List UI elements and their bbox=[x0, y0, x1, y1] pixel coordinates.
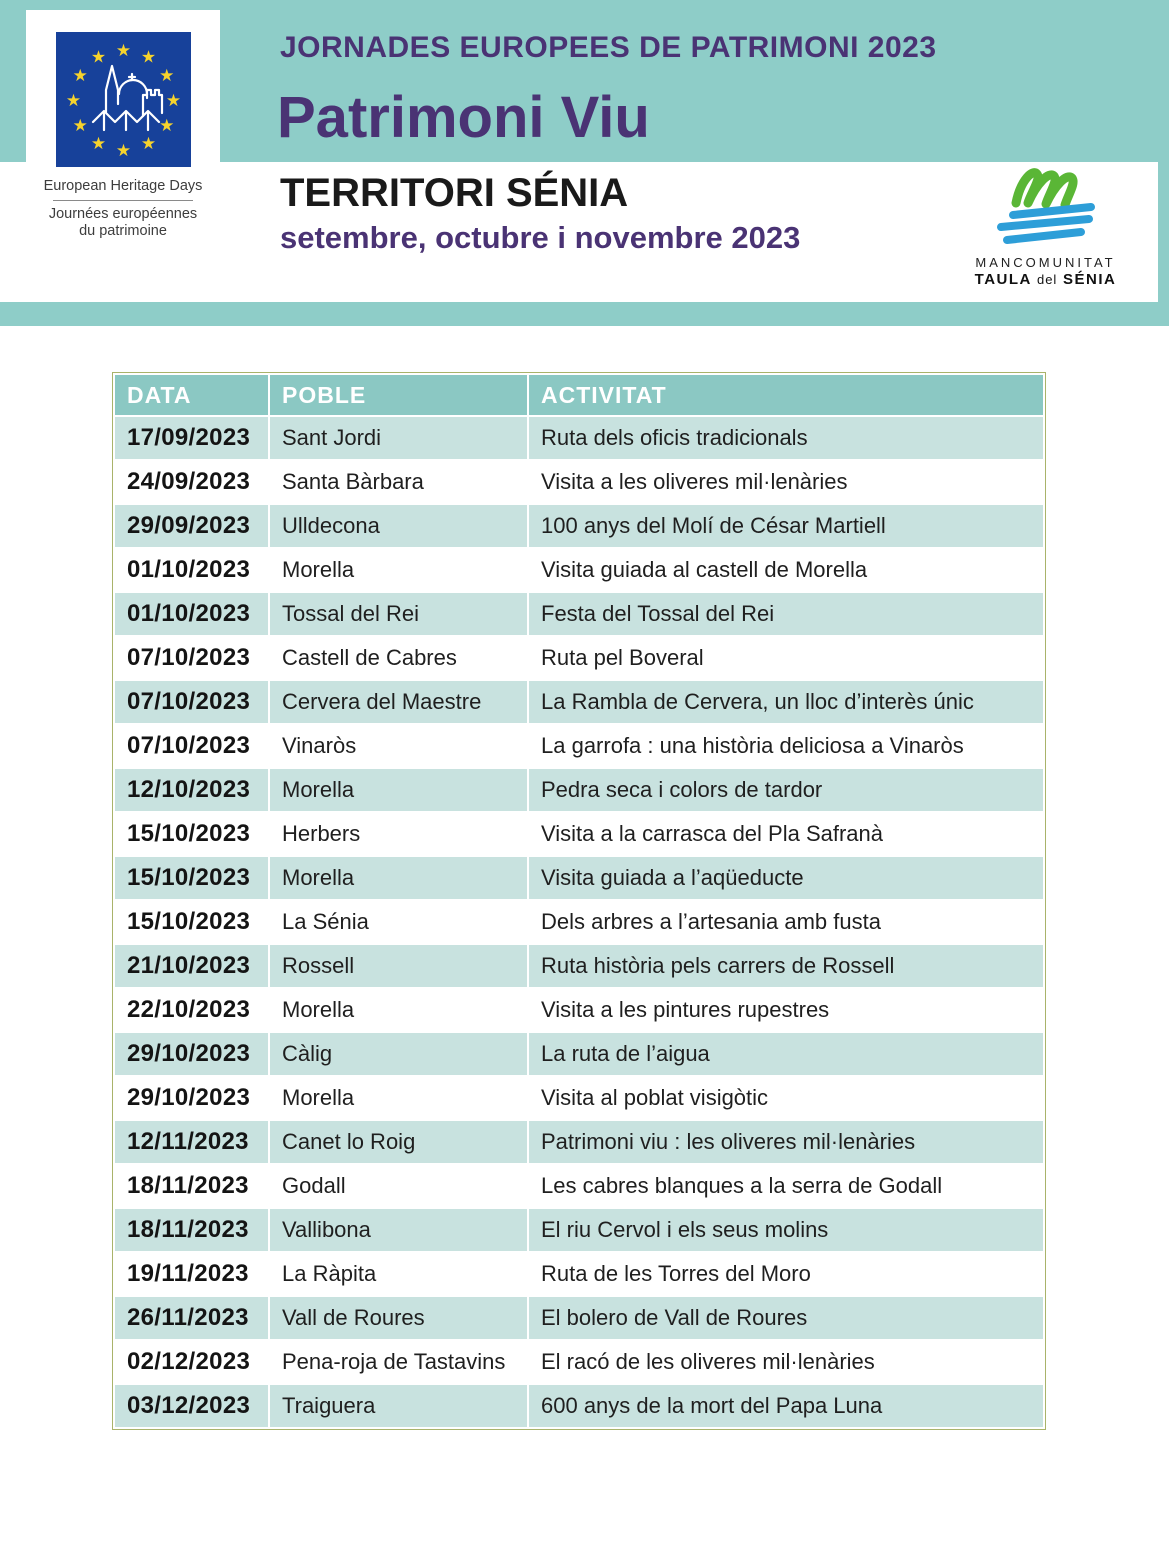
cell-poble: Ulldecona bbox=[269, 504, 528, 548]
cell-data: 29/10/2023 bbox=[114, 1076, 269, 1120]
cell-poble: Morella bbox=[269, 856, 528, 900]
column-header-data: DATA bbox=[114, 374, 269, 416]
cell-poble: Traiguera bbox=[269, 1384, 528, 1428]
cell-activitat: El riu Cervol i els seus molins bbox=[528, 1208, 1044, 1252]
events-table bbox=[113, 373, 1045, 1429]
cell-data: 07/10/2023 bbox=[114, 724, 269, 768]
svg-text:★: ★ bbox=[140, 134, 156, 153]
mancomunitat-label: MANCOMUNITAT bbox=[975, 255, 1116, 270]
table-row bbox=[114, 1384, 1044, 1428]
table-row bbox=[114, 1164, 1044, 1208]
cell-poble: Godall bbox=[269, 1164, 528, 1208]
table-row bbox=[114, 592, 1044, 636]
cell-activitat: Ruta de les Torres del Moro bbox=[528, 1252, 1044, 1296]
svg-text:★: ★ bbox=[72, 116, 88, 135]
cell-poble: Vall de Roures bbox=[269, 1296, 528, 1340]
cell-data: 07/10/2023 bbox=[114, 680, 269, 724]
cell-poble: Santa Bàrbara bbox=[269, 460, 528, 504]
cell-activitat: Dels arbres a l’artesania amb fusta bbox=[528, 900, 1044, 944]
cell-activitat: Ruta pel Boveral bbox=[528, 636, 1044, 680]
period-line: setembre, octubre i novembre 2023 bbox=[280, 220, 801, 255]
table-row bbox=[114, 1076, 1044, 1120]
cell-activitat: Visita al poblat visigòtic bbox=[528, 1076, 1044, 1120]
table-row bbox=[114, 944, 1044, 988]
cell-data: 17/09/2023 bbox=[114, 416, 269, 460]
table-row bbox=[114, 504, 1044, 548]
cell-activitat: La ruta de l’aigua bbox=[528, 1032, 1044, 1076]
eu-heritage-icon bbox=[56, 32, 191, 167]
ehd-label-fr2: du patrimoine bbox=[79, 223, 167, 240]
ehd-divider bbox=[53, 200, 193, 201]
table-row bbox=[114, 460, 1044, 504]
cell-data: 21/10/2023 bbox=[114, 944, 269, 988]
separator-teal-bar bbox=[0, 302, 1169, 326]
cell-activitat: Visita a les oliveres mil·lenàries bbox=[528, 460, 1044, 504]
svg-text:★: ★ bbox=[165, 91, 181, 110]
cell-data: 01/10/2023 bbox=[114, 548, 269, 592]
cell-data: 22/10/2023 bbox=[114, 988, 269, 1032]
cell-poble: Vinaròs bbox=[269, 724, 528, 768]
cell-activitat: 600 anys de la mort del Papa Luna bbox=[528, 1384, 1044, 1428]
cell-poble: Morella bbox=[269, 988, 528, 1032]
svg-text:★: ★ bbox=[65, 91, 81, 110]
cell-poble: Sant Jordi bbox=[269, 416, 528, 460]
cell-data: 07/10/2023 bbox=[114, 636, 269, 680]
table-row bbox=[114, 900, 1044, 944]
ehd-label-fr1: Journées européennes bbox=[48, 206, 198, 222]
cell-poble: Càlig bbox=[269, 1032, 528, 1076]
cell-data: 15/10/2023 bbox=[114, 856, 269, 900]
green-m-icon bbox=[1016, 173, 1073, 205]
header-row bbox=[114, 374, 1044, 416]
cell-data: 19/11/2023 bbox=[114, 1252, 269, 1296]
table-row bbox=[114, 548, 1044, 592]
cell-data: 03/12/2023 bbox=[114, 1384, 269, 1428]
table-row bbox=[114, 680, 1044, 724]
mancomunitat-logo bbox=[958, 163, 1133, 288]
cell-poble: Morella bbox=[269, 548, 528, 592]
table-row bbox=[114, 1340, 1044, 1384]
cell-activitat: El racó de les oliveres mil·lenàries bbox=[528, 1340, 1044, 1384]
cell-data: 12/10/2023 bbox=[114, 768, 269, 812]
table-row bbox=[114, 636, 1044, 680]
svg-text:★: ★ bbox=[90, 47, 106, 67]
cell-activitat: El bolero de Vall de Roures bbox=[528, 1296, 1044, 1340]
svg-text:★: ★ bbox=[115, 141, 131, 160]
cell-data: 24/09/2023 bbox=[114, 460, 269, 504]
cell-poble: Morella bbox=[269, 1076, 528, 1120]
events-table-head bbox=[114, 374, 1044, 416]
cell-activitat: Visita a la carrasca del Pla Safranà bbox=[528, 812, 1044, 856]
cell-poble: Rossell bbox=[269, 944, 528, 988]
cell-data: 15/10/2023 bbox=[114, 900, 269, 944]
table-row bbox=[114, 1296, 1044, 1340]
events-table-body bbox=[114, 416, 1044, 1428]
cell-poble: Canet lo Roig bbox=[269, 1120, 528, 1164]
cell-activitat: La garrofa : una història deliciosa a Vinaròs bbox=[528, 724, 1044, 768]
table-row bbox=[114, 1252, 1044, 1296]
cell-poble: Pena-roja de Tastavins bbox=[269, 1340, 528, 1384]
taula-del-senia-label: TAULA del SÉNIA bbox=[974, 271, 1117, 288]
cell-activitat: La Rambla de Cervera, un lloc d’interès únic bbox=[528, 680, 1044, 724]
page-title: Patrimoni Viu bbox=[277, 85, 650, 150]
table-row bbox=[114, 724, 1044, 768]
svg-text:★: ★ bbox=[158, 66, 174, 85]
cell-data: 18/11/2023 bbox=[114, 1208, 269, 1252]
table-row bbox=[114, 768, 1044, 812]
table-row bbox=[114, 988, 1044, 1032]
kicker-title: JORNADES EUROPEES DE PATRIMONI 2023 bbox=[280, 31, 937, 64]
cell-poble: Castell de Cabres bbox=[269, 636, 528, 680]
cell-activitat: 100 anys del Molí de César Martiell bbox=[528, 504, 1044, 548]
cell-poble: Herbers bbox=[269, 812, 528, 856]
table-row bbox=[114, 856, 1044, 900]
cell-activitat: Visita a les pintures rupestres bbox=[528, 988, 1044, 1032]
table-row bbox=[114, 416, 1044, 460]
ehd-logo-box bbox=[26, 10, 220, 246]
cell-activitat: Ruta dels oficis tradicionals bbox=[528, 416, 1044, 460]
cell-poble: Morella bbox=[269, 768, 528, 812]
cell-activitat: Visita guiada a l’aqüeducte bbox=[528, 856, 1044, 900]
cell-activitat: Patrimoni viu : les oliveres mil·lenàries bbox=[528, 1120, 1044, 1164]
cell-data: 12/11/2023 bbox=[114, 1120, 269, 1164]
cell-activitat: Visita guiada al castell de Morella bbox=[528, 548, 1044, 592]
cell-activitat: Festa del Tossal del Rei bbox=[528, 592, 1044, 636]
ehd-label-en: European Heritage Days bbox=[43, 178, 203, 194]
table-row bbox=[114, 812, 1044, 856]
cell-data: 29/09/2023 bbox=[114, 504, 269, 548]
territory-subtitle: TERRITORI SÉNIA bbox=[280, 171, 629, 215]
mancomunitat-mark-icon bbox=[961, 163, 1131, 251]
cell-data: 02/12/2023 bbox=[114, 1340, 269, 1384]
svg-text:★: ★ bbox=[90, 134, 106, 153]
cell-data: 29/10/2023 bbox=[114, 1032, 269, 1076]
table-row bbox=[114, 1032, 1044, 1076]
blue-waves-icon bbox=[1001, 207, 1091, 240]
svg-text:★: ★ bbox=[158, 116, 174, 135]
cell-poble: Vallibona bbox=[269, 1208, 528, 1252]
cell-activitat: Ruta història pels carrers de Rossell bbox=[528, 944, 1044, 988]
column-header-poble: POBLE bbox=[269, 374, 528, 416]
column-header-activitat: ACTIVITAT bbox=[528, 374, 1044, 416]
table-row bbox=[114, 1120, 1044, 1164]
cell-data: 01/10/2023 bbox=[114, 592, 269, 636]
svg-text:★: ★ bbox=[140, 47, 156, 67]
cell-activitat: Pedra seca i colors de tardor bbox=[528, 768, 1044, 812]
cell-poble: La Ràpita bbox=[269, 1252, 528, 1296]
cell-data: 18/11/2023 bbox=[114, 1164, 269, 1208]
cell-poble: Tossal del Rei bbox=[269, 592, 528, 636]
right-teal-strip bbox=[1158, 0, 1169, 326]
cell-poble: La Sénia bbox=[269, 900, 528, 944]
cell-poble: Cervera del Maestre bbox=[269, 680, 528, 724]
cell-data: 15/10/2023 bbox=[114, 812, 269, 856]
svg-text:★: ★ bbox=[72, 66, 88, 85]
cell-data: 26/11/2023 bbox=[114, 1296, 269, 1340]
table-row bbox=[114, 1208, 1044, 1252]
cell-activitat: Les cabres blanques a la serra de Godall bbox=[528, 1164, 1044, 1208]
svg-text:★: ★ bbox=[115, 41, 131, 60]
events-table-wrap bbox=[112, 372, 1046, 1430]
